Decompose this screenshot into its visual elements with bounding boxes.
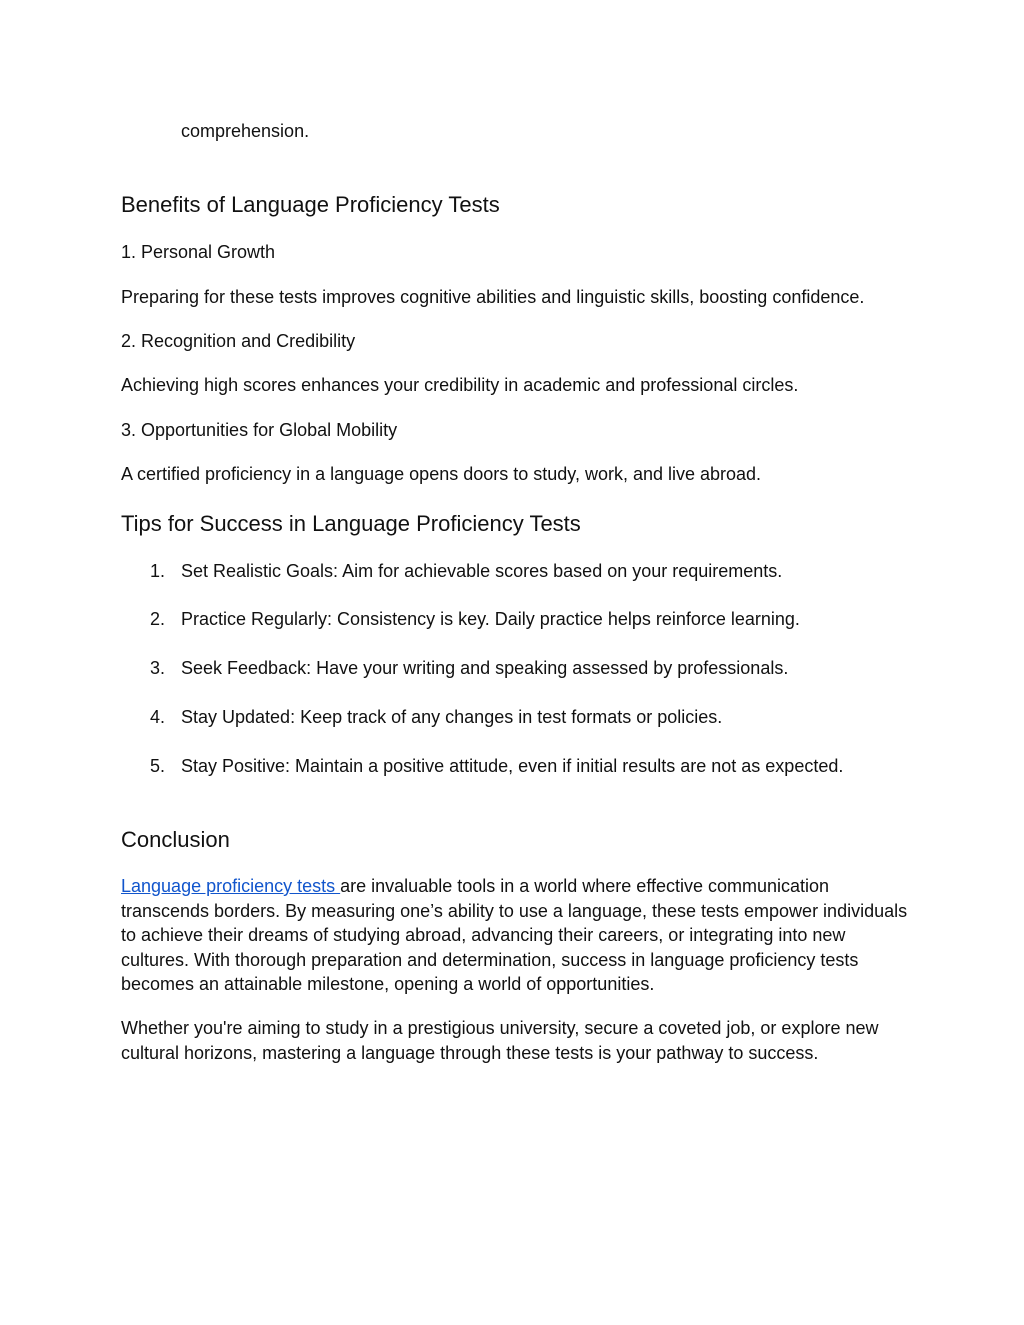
list-number: 5.	[150, 756, 166, 776]
language-proficiency-tests-link[interactable]: Language proficiency tests	[121, 876, 341, 896]
benefit-text: A certified proficiency in a language opens doors to study, work, and live abroad.	[121, 464, 762, 484]
list-number: 4.	[150, 707, 166, 727]
benefit-title: 3. Opportunities for Global Mobility	[121, 420, 398, 440]
benefit-title: 1. Personal Growth	[121, 242, 276, 262]
list-number: 1.	[150, 561, 166, 581]
list-number: 3.	[150, 658, 166, 678]
list-item-text: Seek Feedback: Have your writing and speaking assessed by professionals.	[181, 658, 789, 678]
list-number: 2.	[150, 609, 166, 629]
benefit-title: 2. Recognition and Credibility	[121, 331, 356, 351]
benefits-heading: Benefits of Language Proficiency Tests	[121, 192, 500, 217]
conclusion-heading: Conclusion	[121, 827, 230, 852]
closing-paragraph: Whether you're aiming to study in a prestigious university, secure a coveted job, or explore new cultural horizons, mastering a language through these tests is your pathway to success.	[121, 1018, 879, 1063]
list-item-text: Stay Updated: Keep track of any changes in test formats or policies.	[181, 707, 723, 727]
conclusion-paragraph-text: are invaluable tools in a world where effective communication transcends borders. By measuring one’s ability to use a language, these tests empower individuals to achieve their dreams of studying abroad, advancing their careers, or integrating into new cultures. With thorough preparation and determination, success in language proficiency tests becomes an attainable milestone, opening a world of opportunities.	[121, 876, 908, 994]
list-item-text: Practice Regularly: Consistency is key. Daily practice helps reinforce learning.	[181, 609, 800, 629]
list-item-text: Set Realistic Goals: Aim for achievable scores based on your requirements.	[181, 561, 783, 581]
continuation-text: comprehension.	[181, 121, 310, 141]
tips-heading: Tips for Success in Language Proficiency Tests	[121, 511, 581, 536]
list-item-text: Stay Positive: Maintain a positive attitude, even if initial results are not as expected.	[181, 756, 844, 776]
benefit-text: Achieving high scores enhances your credibility in academic and professional circles.	[121, 375, 799, 395]
conclusion-paragraph	[121, 874, 911, 997]
benefit-text: Preparing for these tests improves cognitive abilities and linguistic skills, boosting confidence.	[121, 287, 865, 307]
